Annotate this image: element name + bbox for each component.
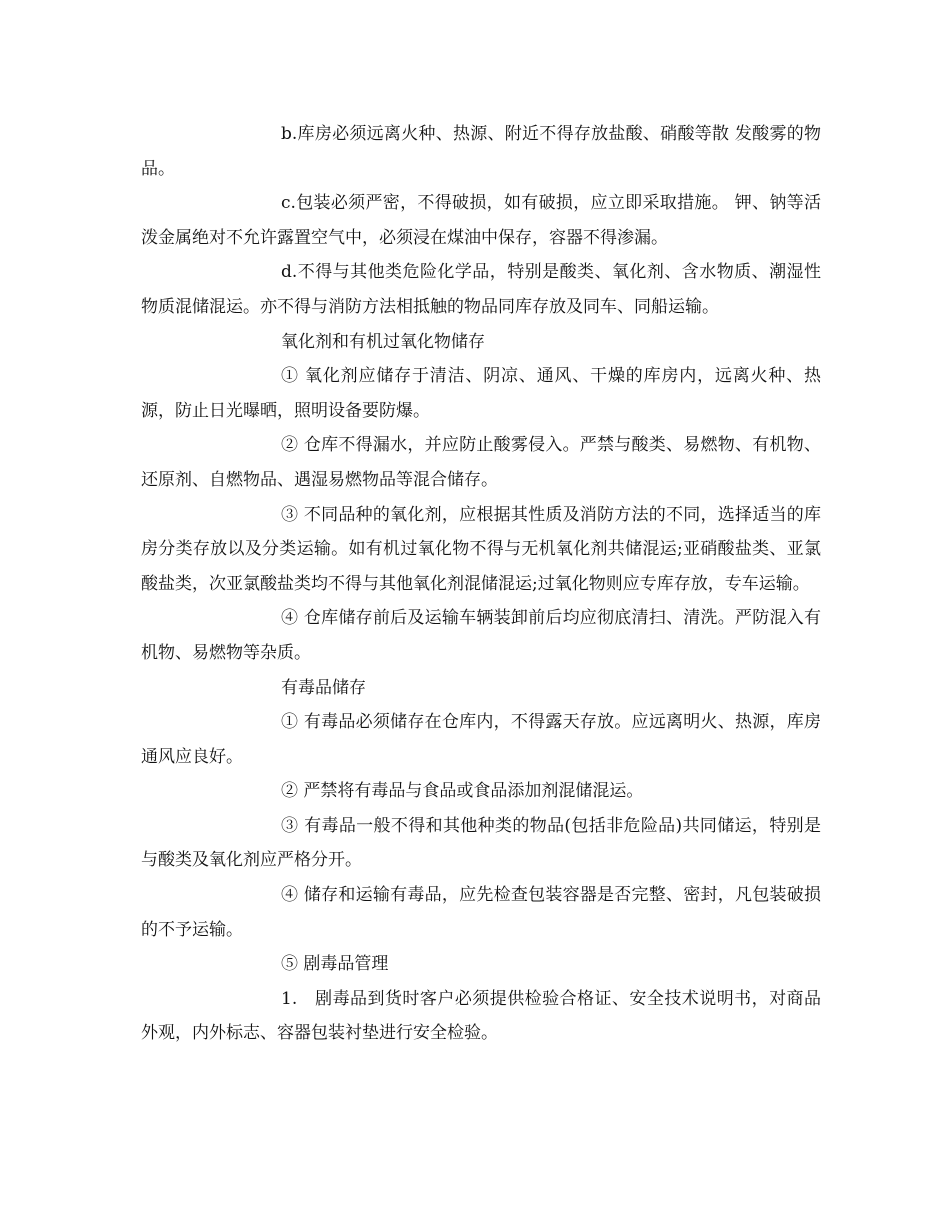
paragraph-b-warehouse-fire: b.库房必须远离火种、热源、附近不得存放盐酸、硝酸等散 发酸雾的物品。 bbox=[141, 124, 821, 179]
section-heading-toxic-storage: 有毒品储存 bbox=[281, 677, 366, 698]
paragraph-oxidizer-1: ① 氧化剂应储存于清洁、阴凉、通风、干燥的库房内，远离火种、热源，防止日光曝晒，照明设备要防爆。 bbox=[141, 366, 821, 421]
paragraph-c-packaging: c.包装必须严密，不得破损，如有破损，应立即采取措施。 钾、钠等活泼金属绝对不允许露置空气中，必须浸在煤油中保存，容器不得渗漏。 bbox=[141, 193, 821, 248]
paragraph-toxic-2: ② 严禁将有毒品与食品或食品添加剂混储混运。 bbox=[281, 781, 644, 802]
paragraph-toxic-3: ③ 有毒品一般不得和其他种类的物品(包括非危险品)共同储运，特别是与酸类及氧化剂应严格分开。 bbox=[141, 815, 821, 871]
paragraph-toxic-4: ④ 储存和运输有毒品，应先检查包装容器是否完整、密封，凡包装破损的不予运输。 bbox=[141, 885, 821, 940]
section-heading-highly-toxic-management: ⑤ 剧毒品管理 bbox=[281, 954, 389, 975]
paragraph-oxidizer-2: ② 仓库不得漏水，并应防止酸雾侵入。严禁与酸类、易燃物、有机物、还原剂、自燃物品、遇湿易燃物品等混合储存。 bbox=[141, 435, 821, 490]
paragraph-highly-toxic-1: 1. 剧毒品到货时客户必须提供检验合格证、安全技术说明书，对商品外观，内外标志、容器包装衬垫进行安全检验。 bbox=[141, 988, 821, 1044]
paragraph-oxidizer-4: ④ 仓库储存前后及运输车辆装卸前后均应彻底清扫、清洗。严防混入有机物、易燃物等杂质。 bbox=[141, 608, 821, 663]
section-heading-oxidizer-storage: 氧化剂和有机过氧化物储存 bbox=[281, 331, 485, 352]
paragraph-oxidizer-3: ③ 不同品种的氧化剂，应根据其性质及消防方法的不同，选择适当的库房分类存放以及分类运输。如有机过氧化物不得与无机氧化剂共储混运;亚硝酸盐类、亚氯酸盐类，次亚氯酸盐类均不得与其他氧化剂混储混运;过氧化物则应专库存放，专车运输。 bbox=[141, 504, 821, 594]
paragraph-toxic-1: ① 有毒品必须储存在仓库内，不得露天存放。应远离明火、热源，库房通风应良好。 bbox=[141, 712, 821, 767]
paragraph-d-segregation: d.不得与其他类危险化学品，特别是酸类、氧化剂、含水物质、潮湿性物质混储混运。亦不得与消防方法相抵触的物品同库存放及同车、同船运输。 bbox=[141, 262, 821, 317]
document-body bbox=[141, 117, 821, 1051]
